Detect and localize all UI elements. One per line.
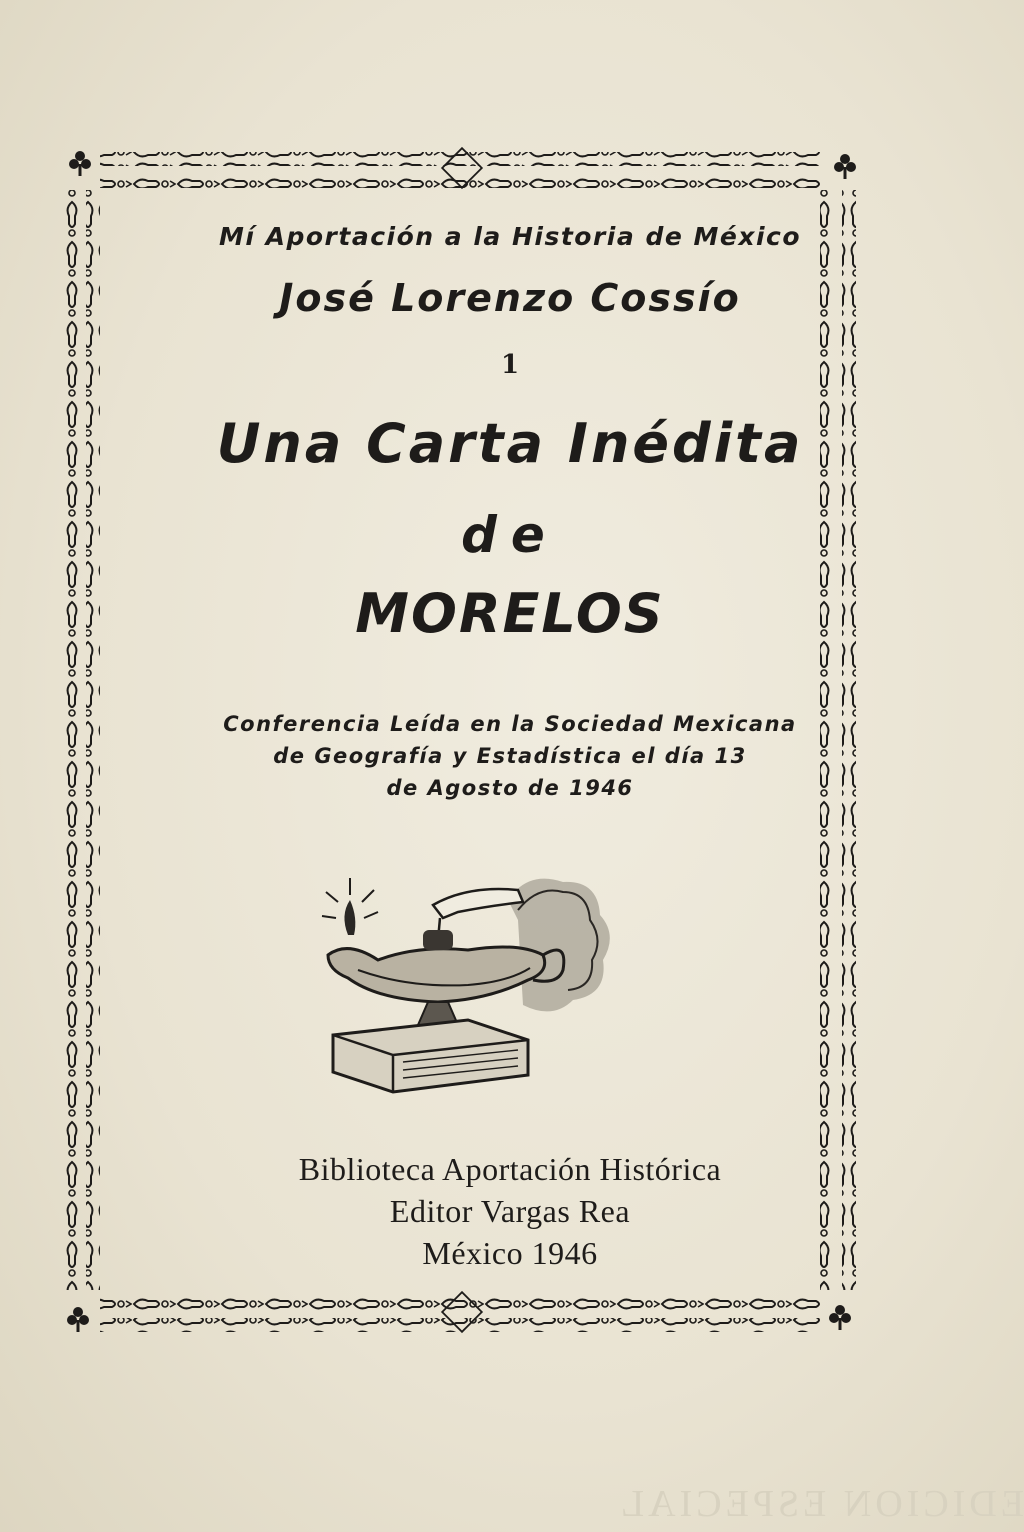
oil-lamp-on-book-icon bbox=[318, 860, 618, 1100]
author-name: José Lorenzo Cossío bbox=[279, 276, 741, 320]
subtitle-line-1: Conferencia Leída en la Sociedad Mexicana bbox=[223, 712, 797, 736]
imprint-line-2: Editor Vargas Rea bbox=[389, 1193, 631, 1229]
imprint bbox=[110, 1148, 910, 1274]
book-title-line-2: de bbox=[461, 506, 559, 564]
subtitle bbox=[110, 708, 910, 804]
subtitle-line-3: de Agosto de 1946 bbox=[386, 776, 634, 800]
book-title-line-3: MORELOS bbox=[355, 582, 665, 645]
series-title: Mí Aportación a la Historia de México bbox=[218, 222, 802, 251]
subtitle-line-2: de Geografía y Estadística el día 13 bbox=[273, 744, 747, 768]
bleed-through-text: EDICION ESPECIAL bbox=[616, 1483, 1024, 1525]
imprint-line-1: Biblioteca Aportación Histórica bbox=[298, 1151, 722, 1187]
book-title-line-1: Una Carta Inédita bbox=[216, 412, 804, 475]
volume-number: 1 bbox=[500, 350, 520, 380]
imprint-line-3: México 1946 bbox=[422, 1235, 598, 1271]
